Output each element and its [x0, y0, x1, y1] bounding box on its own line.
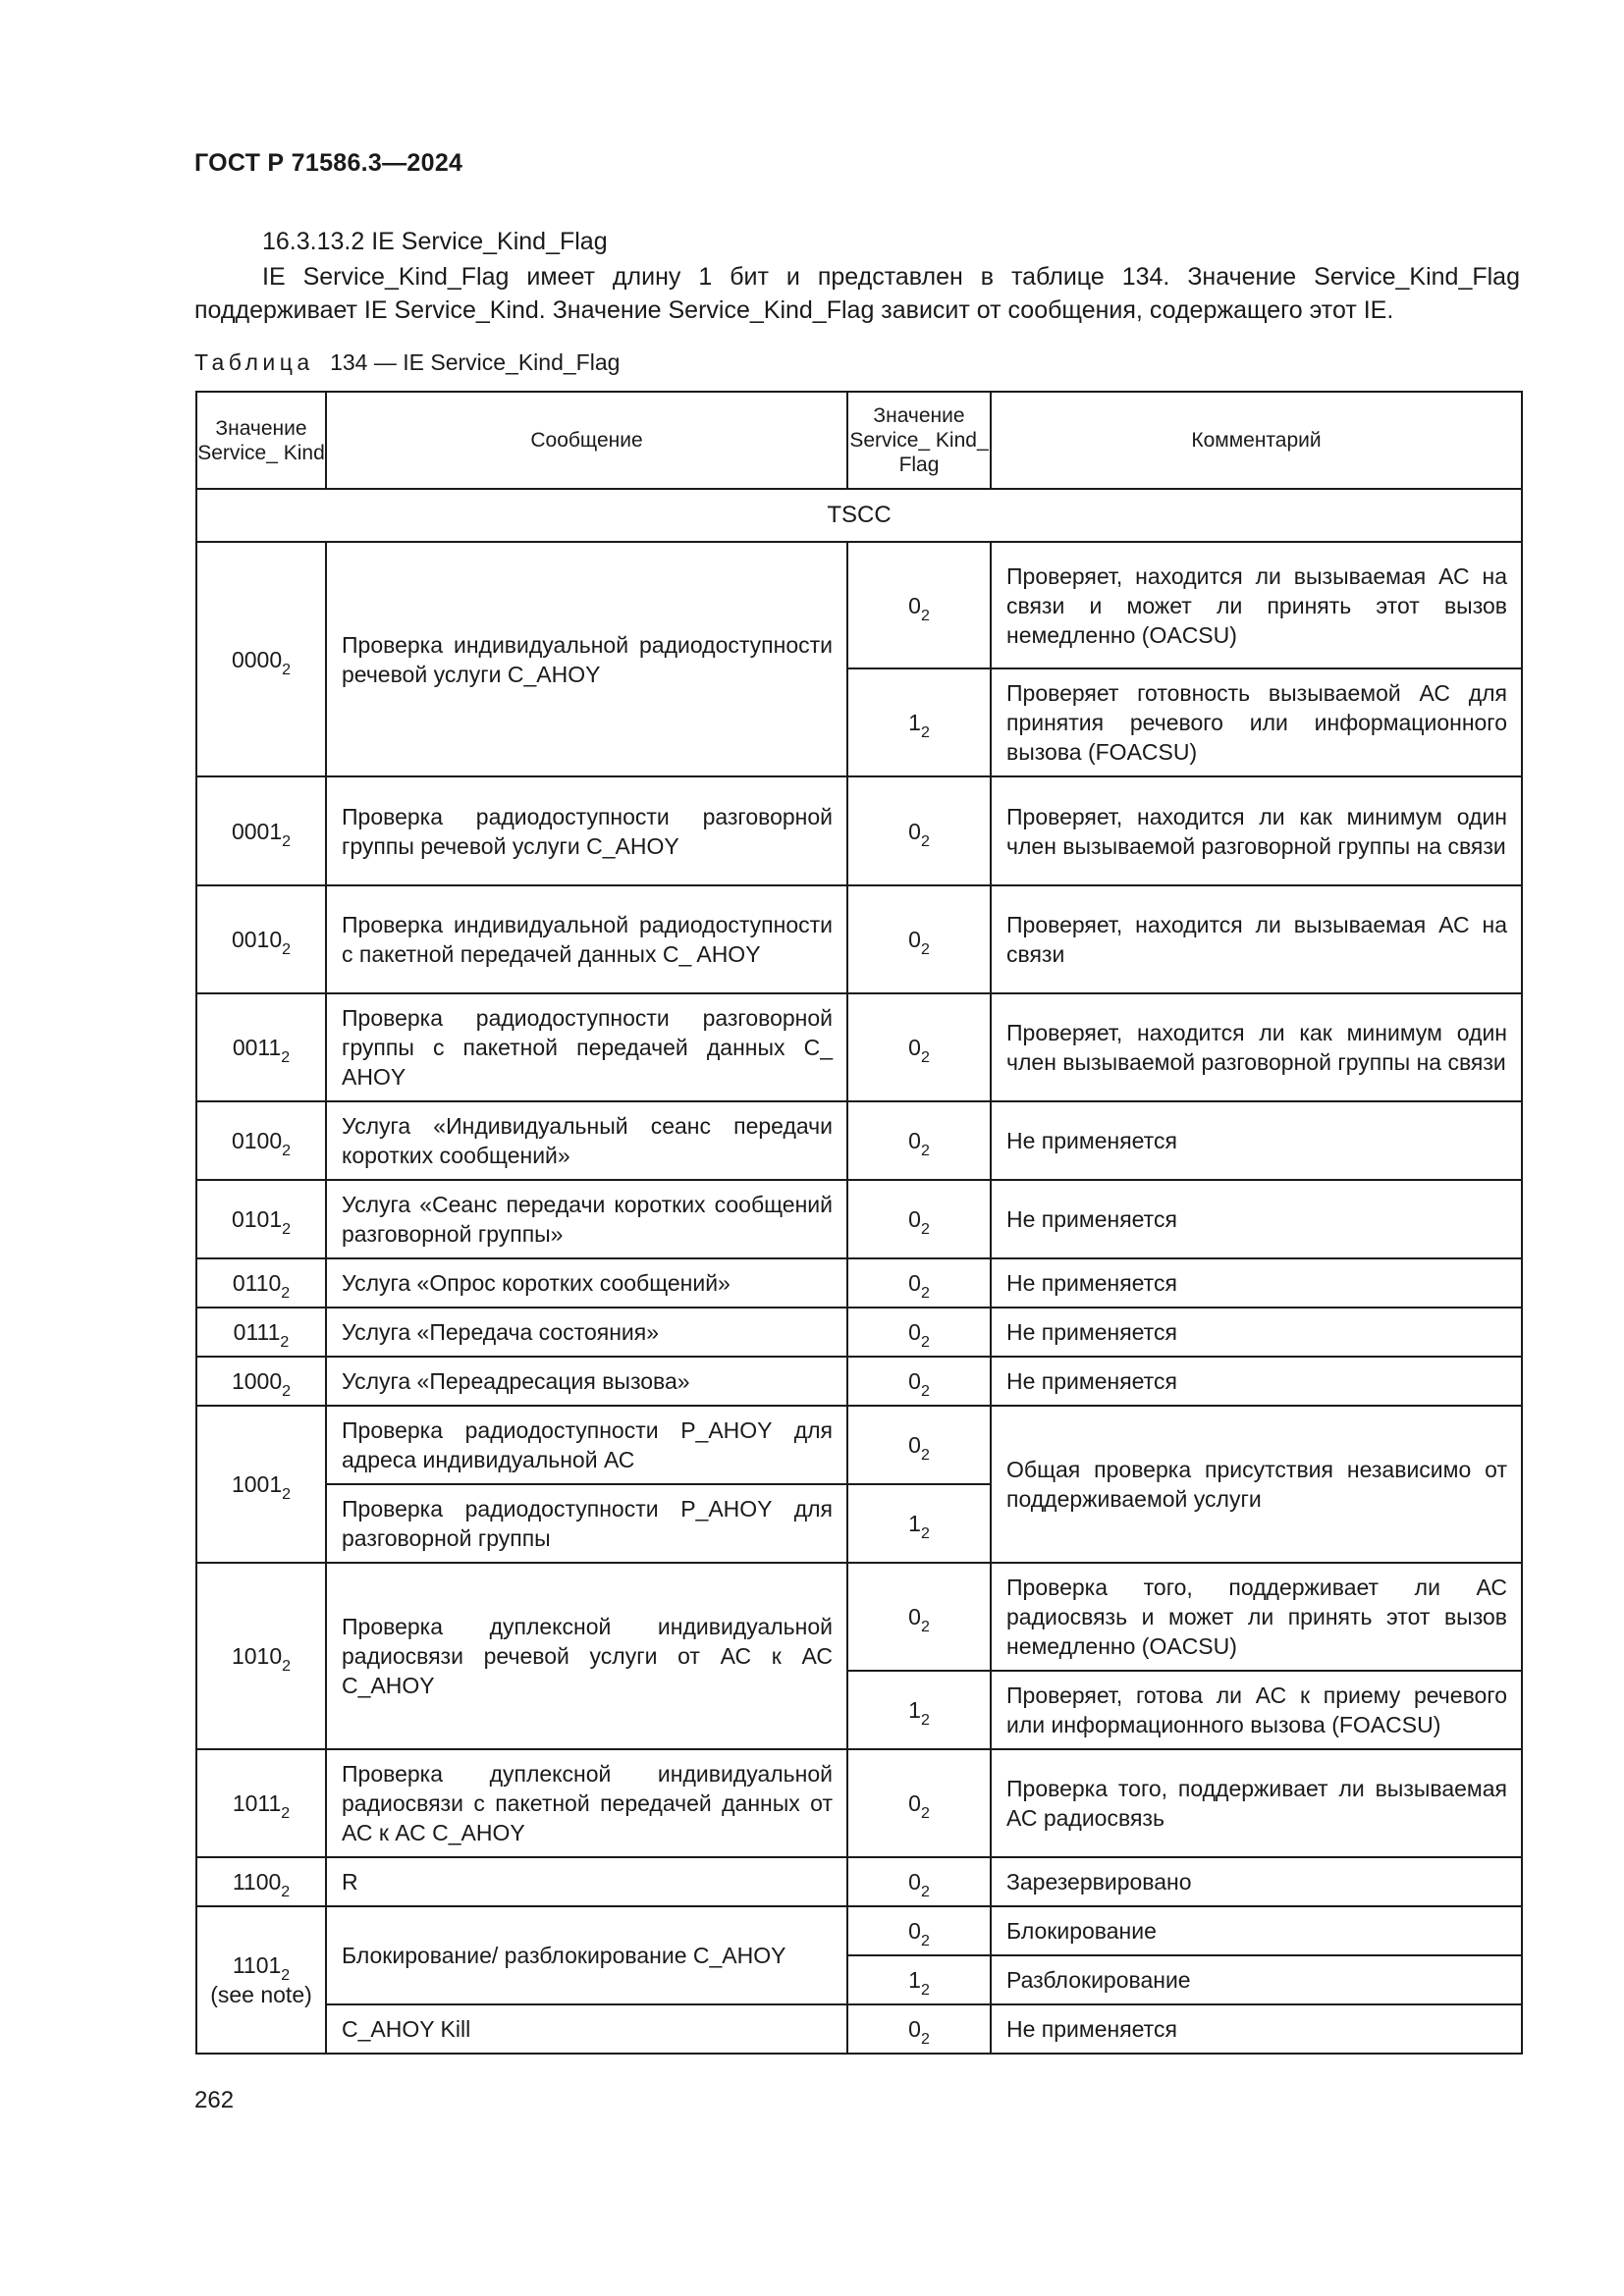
service-kind-code: $0110_2$ [196, 1258, 326, 1308]
flag-cell: $0_2$ [847, 1906, 991, 1955]
table-row [196, 1906, 1522, 1955]
table-row [196, 1357, 1522, 1406]
table-row [196, 542, 1522, 668]
message-cell: Услуга «Переадресация вызова» [326, 1357, 847, 1406]
message-cell: Блокирование/ разблокирование C_AHOY [326, 1906, 847, 2004]
comment-cell: Блокирование [991, 1906, 1522, 1955]
table-group-row [196, 489, 1522, 542]
flag-cell: $0_2$ [847, 1308, 991, 1357]
flag-cell: $0_2$ [847, 993, 991, 1101]
table-row [196, 1749, 1522, 1857]
message-cell: R [326, 1857, 847, 1906]
message-cell: Проверка индивидуальной радиодоступности с пакетной передачей данных C_ AHOY [326, 885, 847, 993]
message-cell: Проверка радиодоступности P_AHOY для адреса индивидуальной АС [326, 1406, 847, 1484]
flag-cell: $0_2$ [847, 1857, 991, 1906]
body-paragraph: IE Service_Kind_Flag имеет длину 1 бит и представлен в таблице 134. Значение Service_Kind_Flag поддерживает IE Service_Kind. Значение Service_Kind_Flag зависит от сообщения, содержащего этот IE. [194, 263, 1520, 324]
comment-cell: Зарезервировано [991, 1857, 1522, 1906]
comment-cell: Не применяется [991, 1180, 1522, 1258]
message-cell: C_AHOY Kill [326, 2004, 847, 2054]
service-kind-code: $0000_2$ [196, 542, 326, 776]
comment-cell: Не применяется [991, 1308, 1522, 1357]
table-row [196, 1258, 1522, 1308]
page-number: 262 [194, 2087, 235, 2113]
flag-cell: $0_2$ [847, 542, 991, 668]
flag-cell: $1_2$ [847, 668, 991, 776]
message-cell: Проверка дуплексной индивидуальной радиосвязи с пакетной передачей данных от АС к АС C_AHOY [326, 1749, 847, 1857]
service-kind-code: $0111_2$ [196, 1308, 326, 1357]
document-header: ГОСТ Р 71586.3—2024 [194, 149, 463, 177]
table-header-row [196, 392, 1522, 489]
flag-cell: $0_2$ [847, 885, 991, 993]
comment-cell: Не применяется [991, 1101, 1522, 1180]
table-caption [194, 349, 620, 376]
table-row [196, 2004, 1522, 2054]
flag-cell: $0_2$ [847, 1749, 991, 1857]
comment-cell: Проверяет готовность вызываемой АС для принятия речевого или информационного вызова (FOACSU) [991, 668, 1522, 776]
message-cell: Проверка индивидуальной радиодоступности речевой услуги C_AHOY [326, 542, 847, 776]
service-kind-code: $1100_2$ [196, 1857, 326, 1906]
table-row [196, 1180, 1522, 1258]
comment-cell: Проверяет, находится ли как минимум один член вызываемой разговорной группы на связи [991, 993, 1522, 1101]
column-header-service-kind-flag: Значение Service_ Kind_ Flag [847, 392, 991, 489]
service-kind-code: $0101_2$ [196, 1180, 326, 1258]
column-header-message: Сообщение [326, 392, 847, 489]
flag-cell: $1_2$ [847, 1955, 991, 2004]
table-row [196, 1563, 1522, 1671]
service-kind-code: $1011_2$ [196, 1749, 326, 1857]
comment-cell: Не применяется [991, 2004, 1522, 2054]
flag-cell: $0_2$ [847, 1101, 991, 1180]
message-cell: Проверка дуплексной индивидуальной радиосвязи речевой услуги от АС к АС C_AHOY [326, 1563, 847, 1749]
table-caption-text: 134 — IE Service_Kind_Flag [330, 349, 621, 375]
message-cell: Проверка радиодоступности P_AHOY для разговорной группы [326, 1484, 847, 1563]
table-caption-label: Таблица [194, 349, 314, 375]
flag-cell: $0_2$ [847, 1563, 991, 1671]
message-cell: Услуга «Передача состояния» [326, 1308, 847, 1357]
column-header-service-kind: Значение Service_ Kind [196, 392, 326, 489]
service-kind-code: $1101_2$ (see note) [196, 1906, 326, 2054]
flag-cell: $0_2$ [847, 2004, 991, 2054]
comment-cell: Разблокирование [991, 1955, 1522, 2004]
flag-cell: $0_2$ [847, 776, 991, 885]
comment-cell: Проверка того, поддерживает ли АС радиосвязь и может ли принять этот вызов немедленно (OACSU) [991, 1563, 1522, 1671]
table-row [196, 1857, 1522, 1906]
flag-cell: $1_2$ [847, 1671, 991, 1749]
table-row [196, 776, 1522, 885]
service-kind-code: $1001_2$ [196, 1406, 326, 1563]
comment-cell: Проверяет, находится ли вызываемая АС на связи [991, 885, 1522, 993]
comment-cell: Проверка того, поддерживает ли вызываемая АС радиосвязь [991, 1749, 1522, 1857]
section-heading: 16.3.13.2 IE Service_Kind_Flag [262, 228, 608, 255]
message-cell: Услуга «Опрос коротких сообщений» [326, 1258, 847, 1308]
comment-cell: Проверяет, находится ли как минимум один член вызываемой разговорной группы на связи [991, 776, 1522, 885]
message-cell: Услуга «Индивидуальный сеанс передачи коротких сообщений» [326, 1101, 847, 1180]
comment-cell: Не применяется [991, 1357, 1522, 1406]
service-kind-code: $0011_2$ [196, 993, 326, 1101]
table-row [196, 885, 1522, 993]
comment-cell: Проверяет, готова ли АС к приему речевого или информационного вызова (FOACSU) [991, 1671, 1522, 1749]
message-cell: Проверка радиодоступности разговорной группы речевой услуги C_AHOY [326, 776, 847, 885]
comment-cell: Общая проверка присутствия независимо от поддерживаемой услуги [991, 1406, 1522, 1563]
group-label-tscc: TSCC [196, 489, 1522, 542]
table-row [196, 1308, 1522, 1357]
table-row [196, 1101, 1522, 1180]
flag-cell: $0_2$ [847, 1258, 991, 1308]
message-cell: Проверка радиодоступности разговорной группы с пакетной передачей данных C_ AHOY [326, 993, 847, 1101]
flag-cell: $0_2$ [847, 1357, 991, 1406]
service-kind-code: $0001_2$ [196, 776, 326, 885]
service-kind-flag-table [195, 391, 1523, 2055]
column-header-comment: Комментарий [991, 392, 1522, 489]
service-kind-code: $0010_2$ [196, 885, 326, 993]
table-row [196, 993, 1522, 1101]
comment-cell: Не применяется [991, 1258, 1522, 1308]
comment-cell: Проверяет, находится ли вызываемая АС на связи и может ли принять этот вызов немедленно (OACSU) [991, 542, 1522, 668]
message-cell: Услуга «Сеанс передачи коротких сообщений разговорной группы» [326, 1180, 847, 1258]
service-kind-code: $0100_2$ [196, 1101, 326, 1180]
flag-cell: $0_2$ [847, 1180, 991, 1258]
flag-cell: $0_2$ [847, 1406, 991, 1484]
service-kind-code: $1010_2$ [196, 1563, 326, 1749]
service-kind-code: $1000_2$ [196, 1357, 326, 1406]
flag-cell: $1_2$ [847, 1484, 991, 1563]
table-row [196, 1406, 1522, 1484]
see-note-reference: (see note) [210, 1982, 312, 2007]
